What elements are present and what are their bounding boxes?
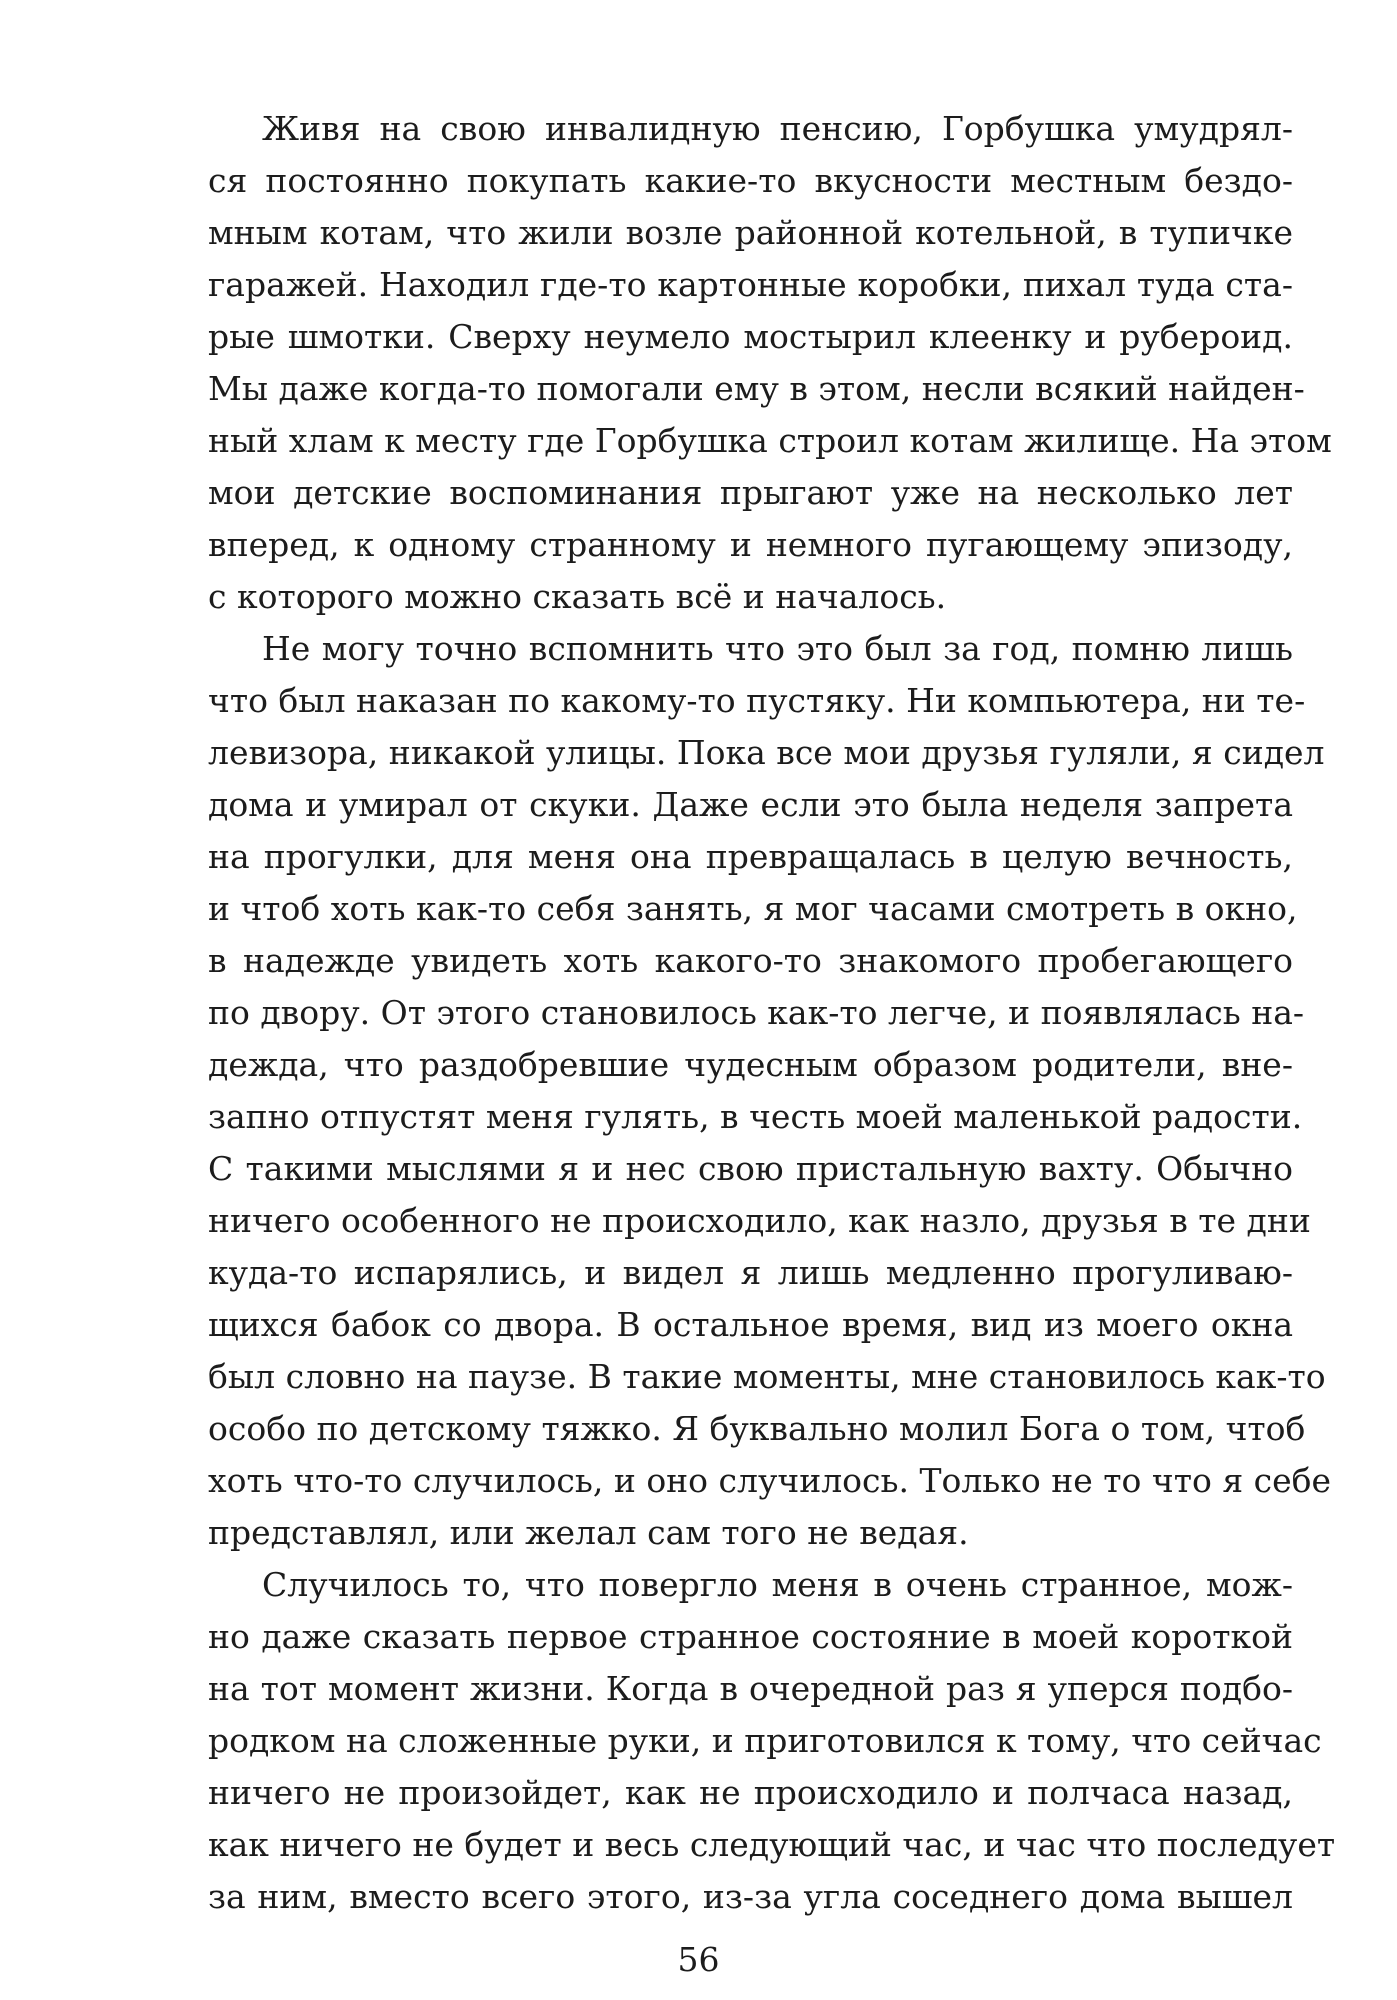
text-line: и чтоб хоть как-то себя занять, я мог часами смотреть в окно, — [208, 889, 1298, 928]
text-line: ничего особенного не происходило, как назло, друзья в те дни — [208, 1201, 1311, 1240]
text-line: Не могу точно вспомнить что это был за год, помню лишь — [262, 629, 1293, 668]
text-line: с которого можно сказать всё и началось. — [208, 577, 947, 616]
text-line: гаражей. Находил где-то картонные коробки, пихал туда ста- — [208, 265, 1293, 304]
text-line: но даже сказать первое странное состояние в моей короткой — [208, 1617, 1293, 1656]
text-line: вперед, к одному странному и немного пугающему эпизоду, — [208, 525, 1293, 564]
text-line: дома и умирал от скуки. Даже если это была неделя запрета — [208, 785, 1293, 824]
text-line: на тот момент жизни. Когда в очередной раз я уперся подбо- — [208, 1669, 1293, 1708]
text-line: щихся бабок со двора. В остальное время, вид из моего окна — [208, 1305, 1293, 1344]
page-number: 56 — [677, 1940, 720, 1979]
text-line: хоть что-то случилось, и оно случилось. Только не то что я себе — [208, 1461, 1332, 1500]
text-line: был словно на паузе. В такие моменты, мне становилось как-то — [208, 1357, 1326, 1396]
text-line: ничего не произойдет, как не происходило и полчаса назад, — [208, 1773, 1293, 1812]
text-line: в надежде увидеть хоть какого-то знакомого пробегающего — [208, 941, 1293, 980]
text-line: особо по детскому тяжко. Я буквально молил Бога о том, чтоб — [208, 1409, 1306, 1448]
text-line: мным котам, что жили возле районной котельной, в тупичке — [208, 213, 1293, 252]
text-line: запно отпустят меня гулять, в честь моей маленькой радости. — [208, 1097, 1303, 1136]
text-line: Мы даже когда-то помогали ему в этом, несли всякий найден- — [208, 369, 1305, 408]
text-line: что был наказан по какому-то пустяку. Ни компьютера, ни те- — [208, 681, 1306, 720]
text-line: представлял, или желал сам того не ведая. — [208, 1513, 969, 1552]
text-line: родком на сложенные руки, и приготовился к тому, что сейчас — [208, 1721, 1322, 1760]
text-line: С такими мыслями я и нес свою пристальную вахту. Обычно — [208, 1149, 1293, 1188]
text-line: левизора, никакой улицы. Пока все мои друзья гуляли, я сидел — [208, 733, 1325, 772]
text-line: рые шмотки. Сверху неумело мостырил клеенку и рубероид. — [208, 317, 1293, 356]
text-line: мои детские воспоминания прыгают уже на несколько лет — [208, 473, 1293, 512]
text-line: ный хлам к месту где Горбушка строил котам жилище. На этом — [208, 421, 1332, 460]
text-line: по двору. От этого становилось как-то легче, и появлялась на- — [208, 993, 1305, 1032]
text-line: за ним, вместо всего этого, из-за угла соседнего дома вышел — [208, 1877, 1293, 1916]
text-line: куда-то испарялись, и видел я лишь медленно прогуливаю- — [208, 1253, 1293, 1292]
text-line: на прогулки, для меня она превращалась в целую вечность, — [208, 837, 1293, 876]
text-line: Живя на свою инвалидную пенсию, Горбушка умудрял- — [262, 109, 1293, 148]
text-line: дежда, что раздобревшие чудесным образом родители, вне- — [208, 1045, 1293, 1084]
text-line: ся постоянно покупать какие-то вкусности местным бездо- — [208, 161, 1293, 200]
text-line: Случилось то, что повергло меня в очень странное, мож- — [262, 1565, 1293, 1604]
text-line: как ничего не будет и весь следующий час, и час что последует — [208, 1825, 1336, 1864]
